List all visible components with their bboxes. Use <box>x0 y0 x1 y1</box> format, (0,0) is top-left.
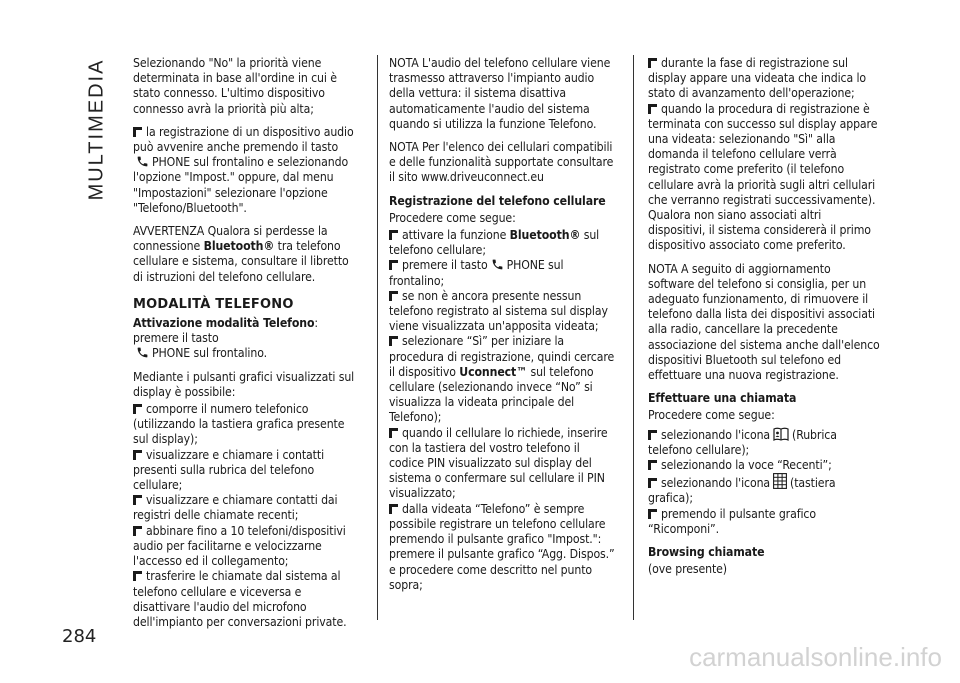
section-title: MULTIMEDIA <box>85 58 108 200</box>
bullet-icon <box>389 428 398 438</box>
paragraph: Attivazione modalità Telefono: premere il tasto PHONE sul frontalino. <box>133 316 319 361</box>
bullet-icon <box>389 260 398 270</box>
column-1 <box>133 56 355 630</box>
list-item: dalla videata “Telefono” è sempre possibile registrare un telefono cellulare premendo il pulsante grafico "Impost.": premere il pulsante grafico “Agg. Dispos.” e procedere come descritto nel punto sopra; <box>389 501 615 592</box>
bullet-icon <box>648 58 657 68</box>
keypad-grid-icon <box>773 473 787 489</box>
bullet-icon <box>133 571 142 581</box>
bullet-icon <box>648 430 657 440</box>
subsection-heading: Browsing chiamate <box>648 545 765 560</box>
contacts-book-icon <box>773 427 789 441</box>
section-heading: MODALITÀ TELEFONO <box>133 296 294 312</box>
list-item: attivare la funzione Bluetooth® sul telefono cellulare; <box>389 228 600 258</box>
list-item: selezionare “Sì” per iniziare la procedura di registrazione, quindi cercare il dispositivo Uconnect™ sul telefono cellulare (selezionando invece “No” si visualizza la videata principale del Telefono); <box>389 334 615 425</box>
list-item: selezionando l'icona (Rubrica telefono cellulare); <box>648 427 837 457</box>
bullet-icon <box>133 495 142 505</box>
column-divider <box>377 55 378 620</box>
list-item: selezionando l'icona (tastiera grafica); <box>648 473 880 506</box>
list-item: se non è ancora presente nessun telefono registrato al sistema sul display viene visualizzata un'apposita videata; <box>389 288 608 334</box>
bullet-icon <box>389 504 398 514</box>
list-item: trasferire le chiamate dal sistema al telefono cellulare e viceversa e disattivare l'audio del microfono dell'impianto per conversazioni private. <box>133 569 347 629</box>
bullet-icon <box>389 230 398 240</box>
list-item: abbinare fino a 10 telefoni/dispositivi audio per facilitarne e velocizzarne l'accesso ed il collegamento; <box>133 523 346 569</box>
note-paragraph: NOTA Per l'elenco dei cellulari compatibili e delle funzionalità supportate consultare il sito www.driveuconnect.eu <box>389 140 614 185</box>
list-item: quando il cellulare lo richiede, inserire con la tastiera del vostro telefono il codice PIN visualizzato sul display del sistema o confermare sul cellulare il PIN visualizzato; <box>389 425 608 501</box>
bullet-icon <box>648 104 657 114</box>
list-item: selezionando la voce “Recenti”; <box>648 458 880 473</box>
bullet-icon <box>648 509 657 519</box>
watermark: carmanualsonline.info <box>689 642 942 672</box>
list-item: premere il tasto PHONE sul frontalino; <box>389 258 564 288</box>
list-item: premendo il pulsante grafico “Ricomponi”. <box>648 506 816 536</box>
bullet-icon <box>648 460 657 470</box>
paragraph: Procedere come segue: <box>648 408 775 423</box>
column-3 <box>648 56 880 586</box>
paragraph: Mediante i pulsanti grafici visualizzati sul display è possibile: <box>133 369 355 399</box>
bullet-icon <box>133 127 142 137</box>
list-item: visualizzare e chiamare i contatti presenti sulla rubrica del telefono cellulare; <box>133 447 325 493</box>
bullet-icon <box>133 404 142 414</box>
bullet-icon <box>648 478 657 488</box>
bullet-icon <box>389 336 398 346</box>
list-item: quando la procedura di registrazione è terminata con successo sul display appare una videata: selezionando "Sì" alla domanda il telefono cellulare verrà registrato come preferito (il telefono cellulare avrà la priorità sugli altri cellulari che verranno registrati successivamente). Qualora non siano associati altri dispositivi, il sistema considererà il primo dispositivo associato come preferito. <box>648 101 878 253</box>
note-paragraph: NOTA L'audio del telefono cellulare viene trasmesso attraverso l'impianto audio della vettura: il sistema disattiva automaticamente l'audio del sistema quando si utilizza la funzione Telefono. <box>389 56 611 131</box>
subsection-heading: Registrazione del telefono cellulare <box>389 193 606 208</box>
list-item: comporre il numero telefonico (utilizzando la tastiera grafica presente sul display); <box>133 402 345 447</box>
phone-icon <box>136 155 149 168</box>
list-item: visualizzare e chiamare contatti dai registri delle chiamate recenti; <box>133 493 338 523</box>
column-divider <box>633 55 634 620</box>
paragraph: Procedere come segue: <box>389 210 516 225</box>
page-number: 284 <box>62 626 97 647</box>
note-paragraph: NOTA A seguito di aggiornamento software del telefono si consiglia, per un adeguato funzionamento, di rimuovere il telefono dalla lista dei dispositivi associati alla radio, cancellare la precedente associazione del sistema anche dall'elenco dispositivi Bluetooth sul telefono ed effettuare una nuova registrazione. <box>648 261 880 383</box>
column-2 <box>389 56 617 593</box>
bullet-icon <box>133 526 142 536</box>
paragraph: Selezionando "No" la priorità viene determinata in base all'ordine in cui è stato connesso. L'ultimo dispositivo connesso avrà la priorità più alta; <box>133 56 337 116</box>
list-item: la registrazione di un dispositivo audio può avvenire anche premendo il tasto PHONE sul frontalino e selezionando l'opzione "Impost." oppure, dal menu "Impostazioni" selezionare l'opzione "Telefono/Bluetooth". <box>133 124 354 215</box>
paragraph: (ove presente) <box>648 562 727 577</box>
subsection-heading: Effettuare una chiamata <box>648 391 797 406</box>
bullet-icon <box>389 291 398 301</box>
list-item: durante la fase di registrazione sul display appare una videata che indica lo stato di avanzamento dell'operazione; <box>648 56 867 101</box>
phone-icon <box>136 346 149 359</box>
bullet-icon <box>133 450 142 460</box>
warning-paragraph: AVVERTENZA Qualora si perdesse la connessione Bluetooth® tra telefono cellulare e sistema, consultare il libretto di istruzioni del telefono cellulare. <box>133 224 349 284</box>
phone-icon <box>491 258 504 271</box>
